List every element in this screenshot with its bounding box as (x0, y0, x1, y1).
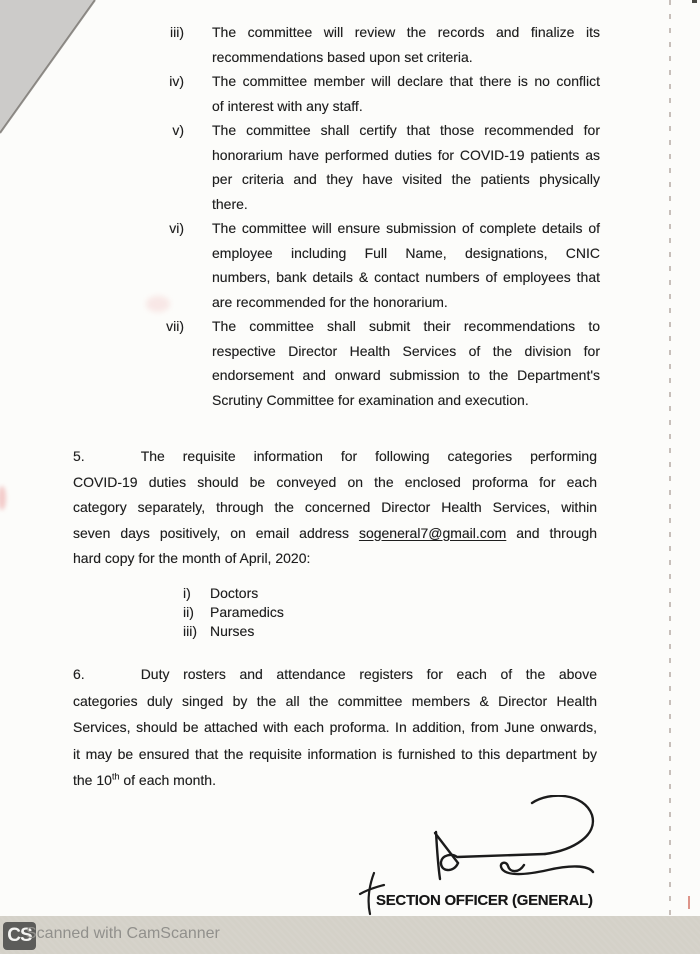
clause-number: vi) (169, 220, 184, 236)
paragraph-text: seven days positively, on email address (73, 524, 359, 541)
paragraph-text: The requisite information for following categories performing (140, 448, 597, 464)
email-address: sogeneral7@gmail.com (358, 524, 507, 541)
ordinal-superscript: th (111, 771, 120, 782)
clause-number: iv) (169, 73, 184, 89)
clause-line: endorsement and onward submission to the Department's (212, 367, 600, 383)
clause-line: The committee will ensure submission of complete details of (212, 220, 600, 236)
handwritten-signature (412, 795, 612, 890)
clause-line: there. (212, 195, 248, 212)
paragraph-line (73, 767, 597, 794)
paragraph-line: category separately, through the concerned Director Health Services, within (73, 499, 597, 515)
officer-title: SECTION OFFICER (GENERAL) (376, 892, 593, 909)
paragraph-line: COVID-19 duties should be conveyed on the enclosed proforma for each (73, 473, 597, 490)
clause-line: Scrutiny Committee for examination and execution. (212, 391, 529, 408)
paragraph-number: 5. (73, 448, 85, 464)
paragraph-line (73, 521, 597, 547)
clause-line: The committee shall submit their recommendations to (212, 318, 600, 334)
category-number: ii) (183, 604, 194, 620)
category-label: Nurses (210, 623, 255, 639)
category-item (183, 584, 284, 603)
clause-line: of interest with any staff. (212, 97, 363, 114)
paragraph-text: Duty rosters and attendance registers for each of the above (140, 666, 597, 682)
paragraph-number: 6. (73, 666, 85, 682)
clause-line: The committee will review the records and finalize its (212, 24, 600, 40)
category-number: iii) (183, 623, 197, 639)
paragraph-text: and through (506, 524, 597, 541)
clause-line: honorarium have performed duties for COVID-19 patients as (212, 146, 600, 163)
category-number: i) (183, 585, 191, 601)
clause-line: per criteria and they have visited the patients physically (212, 171, 600, 187)
clause-number: vii) (166, 318, 184, 334)
clause-item-iv (169, 69, 600, 118)
paragraph-line: Services, should be attached with each proforma. In addition, from June onwards, (73, 719, 597, 735)
clause-item-iii (170, 20, 600, 69)
clause-item-vii (166, 314, 600, 412)
scan-speck (692, 0, 697, 3)
camscanner-bar (0, 916, 700, 954)
paragraph-line (73, 444, 597, 470)
paragraph-text: the 10 (73, 772, 112, 788)
clause-item-vi (169, 216, 600, 314)
clause-line: employee including Full Name, designations, CNIC (212, 244, 600, 261)
camscanner-logo: CS (3, 922, 36, 950)
clause-number: v) (172, 122, 184, 138)
category-list (183, 584, 284, 641)
clause-line: numbers, bank details & contact numbers of employees that (212, 269, 600, 285)
clause-line: respective Director Health Services of the division for (212, 342, 600, 359)
paragraph-line (73, 661, 597, 688)
category-item (183, 603, 284, 622)
category-item (183, 622, 284, 641)
page-corner-fold (0, 0, 100, 136)
scan-smudge (146, 296, 170, 312)
paragraph-line: hard copy for the month of April, 2020: (73, 550, 311, 566)
scan-mark (688, 896, 690, 909)
paragraph-line: categories duly singed by the all the committee members & Director Health (73, 692, 597, 709)
paragraph-line: it may be ensured that the requisite information is furnished to this department by (73, 745, 597, 762)
category-label: Doctors (210, 585, 259, 601)
fold-dash-line (669, 0, 671, 916)
clause-item-v (172, 118, 600, 216)
clause-line: The committee member will declare that there is no conflict (212, 73, 600, 89)
paragraph-6 (73, 661, 597, 794)
clause-line: are recommended for the honorarium. (212, 293, 448, 310)
paragraph-text: of each month. (119, 772, 216, 788)
camscanner-label: Scanned with CamScanner (26, 925, 220, 942)
scan-smudge (0, 486, 6, 510)
numbered-clause-list (166, 20, 600, 412)
clause-line: recommendations based upon set criteria. (212, 48, 473, 65)
clause-number: iii) (170, 24, 184, 40)
clause-line: The committee shall certify that those recommended for (212, 122, 600, 138)
paragraph-5 (73, 444, 597, 572)
category-label: Paramedics (210, 604, 284, 620)
